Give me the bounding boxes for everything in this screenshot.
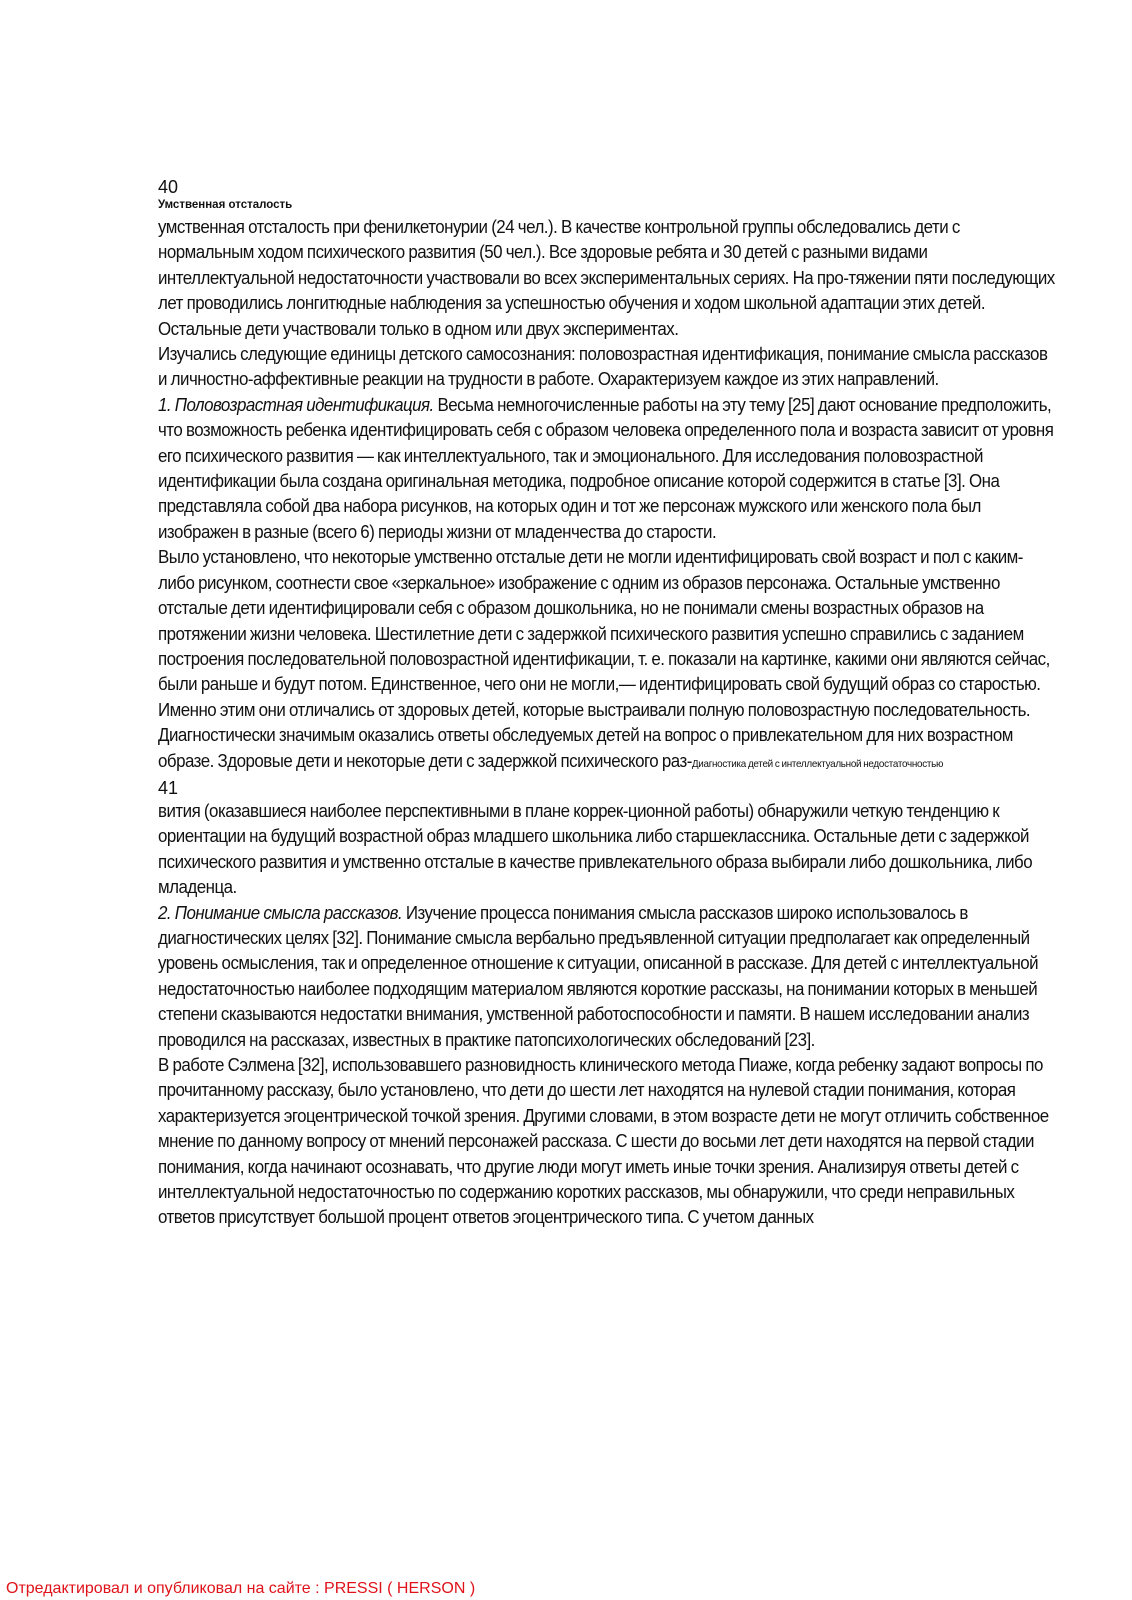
paragraph-text: вития (оказавшиеся наиболее перспективными в плане коррек-ционной работы) обнаружили четкую тенденцию к ориентации на будущий возрастной образ младшего школьника либо старшеклассника. Остальные дети с задержкой психического развития и умственно отсталые в качестве привлекательного образа выбирали либо дошкольника, либо младенца. — [158, 800, 1033, 898]
document-page — [158, 176, 1058, 1231]
paragraph — [158, 545, 1058, 723]
paragraph — [158, 1053, 1058, 1231]
paragraph — [158, 393, 1058, 545]
paragraph-text: умственная отсталость при фенилкетонурии (24 чел.). В качестве контрольной группы обследовались дети с нормальным ходом психического развития (50 чел.). Все здоровые ребята и 30 детей с разными видами интеллектуальной недостаточности участвовали во всех экспериментальных сериях. На про-тяжении пяти последующих лет проводились лонгитюдные наблюдения за успешностью обучения и ходом школьной адаптации этих детей. Остальные дети участвовали только в одном или двух экспериментах. — [158, 217, 1055, 339]
section-heading: 1. Половозрастная идентификация. — [158, 394, 434, 415]
page-number: 41 — [158, 777, 179, 798]
paragraph-text: Диагностически значимым оказались ответы обследуемых детей на вопрос о привлекательном для них возрастном образе. Здоровые дети и некоторые дети с задержкой психического раз- — [158, 725, 1013, 771]
paragraph — [158, 799, 1058, 901]
paragraph — [158, 901, 1058, 1053]
page-number: 40 — [158, 177, 179, 197]
paragraph-text: Весьма немногочисленные работы на эту тему [25] дают основание предположить, что возможность ребенка идентифицировать себя с образом человека определенного пола и возраста зависит от уровня его психического развития — как интеллектуального, так и эмоционального. Для исследования половозрастной идентификации была создана оригинальная методика, подробное описание которой содержится в статье [3]. Она представляла собой два набора рисунков, на которых один и тот же персонаж мужского или женского пола был изображен в разные (всего 6) периоды жизни от младенчества до старости. — [158, 394, 1054, 542]
section-heading: 2. Понимание смысла рассказов. — [158, 902, 403, 923]
paragraph — [158, 723, 1058, 777]
paragraph-text: В работе Сэлмена [32], использовавшего разновидность клинического метода Пиаже, когда ребенку задают вопросы по прочитанному рассказу, было установлено, что дети до шести лет находятся на нулевой стадии понимания, которая характеризуется эгоцентрической точкой зрения. Другими словами, в этом возрасте дети не могут отличить собственное мнение по данному вопросу от мнений персонажей рассказа. С шести до восьми лет дети находятся на первой стадии понимания, когда начинают осознавать, что другие люди могут иметь иные точки зрения. Анализируя ответы детей с интеллектуальной недостаточностью по содержанию коротких рассказов, мы обнаружили, что среди неправильных ответов присутствует большой процент ответов эгоцентрического типа. С учетом данных — [158, 1055, 1049, 1228]
paragraph — [158, 342, 1058, 393]
running-foot: Диагностика детей с интеллектуальной недостаточностью — [691, 757, 944, 770]
publisher-note: Отредактировал и опубликовал на сайте : PRESSI ( HERSON ) — [6, 1580, 476, 1597]
running-head: Умственная отсталость — [158, 199, 293, 211]
paragraph-text: Изучались следующие единицы детского самосознания: половозрастная идентификация, понимание смысла рассказов и личностно-аффективные реакции на трудности в работе. Охарактеризуем каждое из этих направлений. — [158, 344, 1048, 390]
paragraph-text: Изучение процесса понимания смысла рассказов широко использовалось в диагностических целях [32]. Понимание смысла вербально предъявленной ситуации предполагает как определенный уровень осмысления, так и определенное отношение к ситуации, описанной в рассказе. Для детей с интеллектуальной недостаточностью наиболее подходящим материалом являются короткие рассказы, на понимании которых в меньшей степени сказываются недостатки внимания, умственной работоспособности и памяти. В нашем исследовании анализ проводился на рассказах, известных в практике патопсихологических обследований [23]. — [158, 902, 1039, 1050]
paragraph-text: Выло установлено, что некоторые умственно отсталые дети не могли идентифицировать свой возраст и пол с каким-либо рисунком, соотнести свое «зеркальное» изображение с одним из образов персонажа. Остальные умственно отсталые дети идентифицировали себя с образом дошкольника, но не понимали смены возрастных образов на протяжении жизни человека. Шестилетние дети с задержкой психического развития успешно справились с заданием построения последовательной половозрастной идентификации, т. е. показали на картинке, какими они являются сейчас, были раньше и будут потом. Единственное, чего они не могли,— идентифицировать свой будущий образ со старостью. Именно этим они отличались от здоровых детей, которые выстраивали полную половозрастную последовательность. — [158, 547, 1050, 720]
paragraph — [158, 215, 1058, 342]
